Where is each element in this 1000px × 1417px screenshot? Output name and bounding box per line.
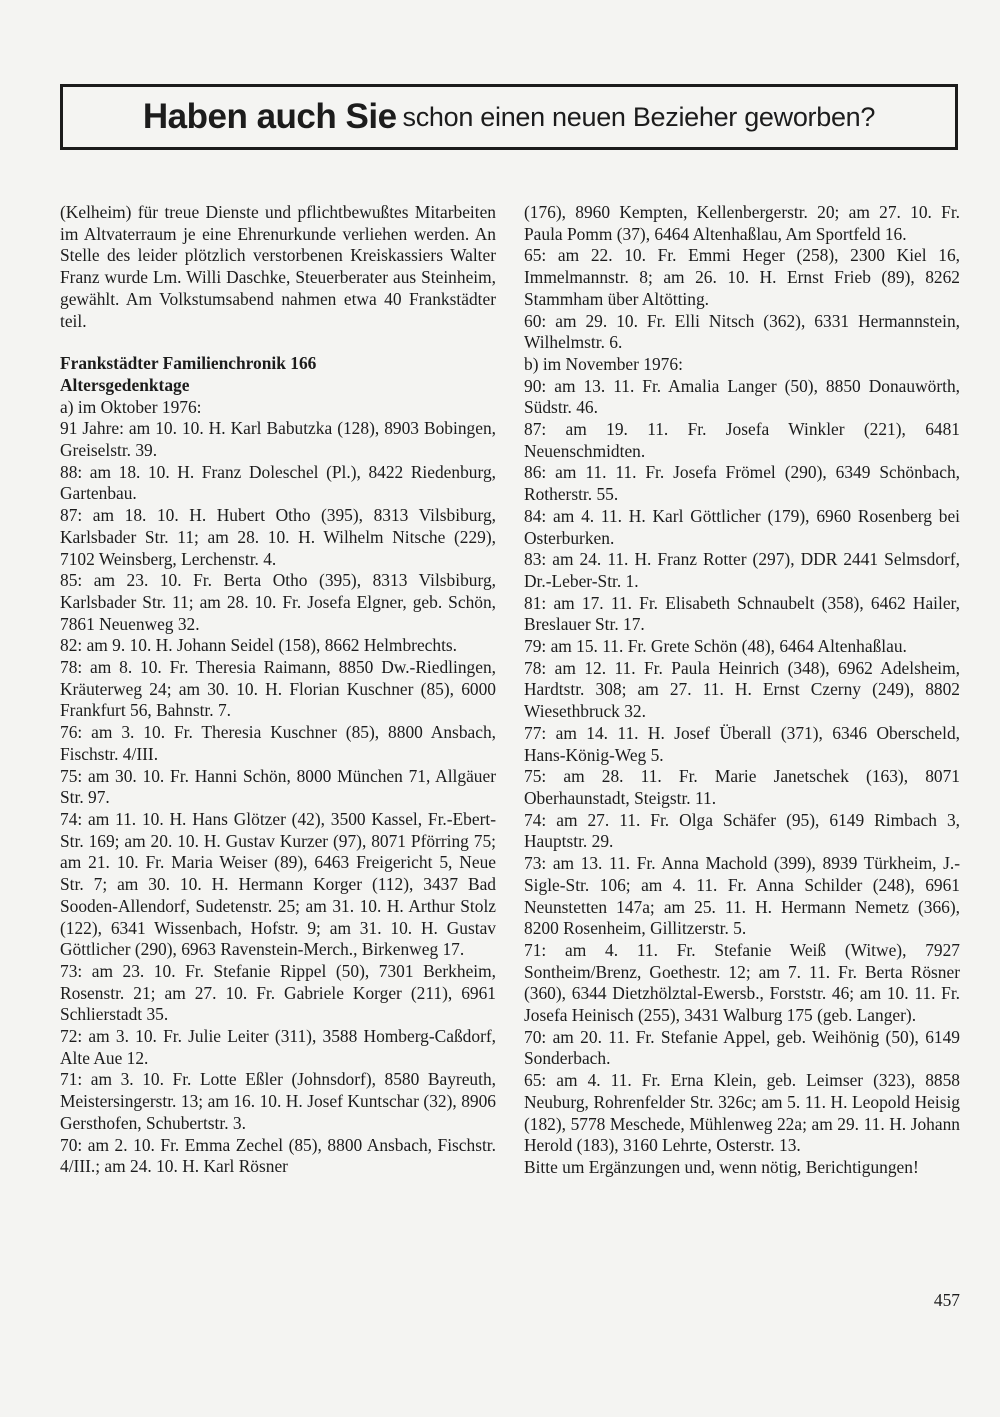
entry: 70: am 2. 10. Fr. Emma Zechel (85), 8800 Ansbach, Fischstr. 4/III.; am 24. 10. H. Karl Rösner — [60, 1134, 496, 1177]
page-number: 457 — [933, 1290, 960, 1310]
entry: 77: am 14. 11. H. Josef Überall (371), 6346 Oberscheld, Hans-König-Weg 5. — [524, 722, 960, 765]
entry: (176), 8960 Kempten, Kellenbergerstr. 20; am 27. 10. Fr. Paula Pomm (37), 6464 Altenhaßlau, Am Sportfeld 16. — [524, 202, 960, 244]
entry: 87: am 19. 11. Fr. Josefa Winkler (221), 6481 Neuenschmidten. — [524, 419, 960, 461]
entry: 86: am 11. 11. Fr. Josefa Frömel (290), 6349 Schönbach, Rotherstr. 55. — [524, 462, 960, 505]
intro-paragraph: (Kelheim) für treue Dienste und pflichtbewußtes Mitarbeiten im Altvaterraum je eine Ehrenurkunde verliehen werden. An Stelle des leider plötzlich verstorbenen Kreiskassiers Walter Franz wurde Lm. Willi Daschke, Steuerberater aus Steinheim, gewählt. Am Volkstumsabend nahmen etwa 40 Frankstädter teil. — [60, 202, 496, 331]
entry: 84: am 4. 11. H. Karl Göttlicher (179), 6960 Rosenberg bei Osterburken. — [524, 505, 960, 548]
chronicle-subheading: Altersgedenktage — [60, 374, 190, 395]
entry: 65: am 22. 10. Fr. Emmi Heger (258), 2300 Kiel 16, Immelmannstr. 8; am 26. 10. H. Ernst Frieb (89), 8262 Stammham über Altötting. — [524, 245, 960, 309]
entry: 90: am 13. 11. Fr. Amalia Langer (50), 8850 Donauwörth, Südstr. 46. — [524, 375, 960, 418]
entry: 75: am 30. 10. Fr. Hanni Schön, 8000 München 71, Allgäuer Str. 97. — [60, 765, 496, 808]
entry: 81: am 17. 11. Fr. Elisabeth Schnaubelt (358), 6462 Hailer, Breslauer Str. 17. — [524, 592, 960, 635]
entry: 71: am 4. 11. Fr. Stefanie Weiß (Witwe), 7927 Sontheim/Brenz, Goethestr. 12; am 7. 11. Fr. Berta Rösner (360), 6344 Dietzhölztal-Ewersb., Forststr. 46; am 10. 11. Fr. Josefa Heinisch (255), 3431 Walburg 175 (geb. Langer). — [524, 939, 960, 1026]
entry: 72: am 3. 10. Fr. Julie Leiter (311), 3588 Homberg-Caßdorf, Alte Aue 12. — [60, 1026, 496, 1068]
entry: 87: am 18. 10. H. Hubert Otho (395), 8313 Vilsbiburg, Karlsbader Str. 11; am 28. 10. H. Wilhelm Nitsche (229), 7102 Weinsberg, Lerchenstr. 4. — [60, 505, 496, 569]
entry: 91 Jahre: am 10. 10. H. Karl Babutzka (128), 8903 Bobingen, Greiselstr. 39. — [60, 418, 496, 461]
entry: 83: am 24. 11. H. Franz Rotter (297), DDR 2441 Selmsdorf, Dr.-Leber-Str. 1. — [524, 549, 960, 591]
entry: 75: am 28. 11. Fr. Marie Janetschek (163), 8071 Oberhaunstadt, Steigstr. 11. — [524, 766, 960, 808]
banner-light-text: schon einen neuen Bezieher geworben? — [402, 101, 876, 132]
entry: 76: am 3. 10. Fr. Theresia Kuschner (85), 8800 Ansbach, Fischstr. 4/III. — [60, 722, 496, 764]
entry: 79: am 15. 11. Fr. Grete Schön (48), 6464 Altenhaßlau. — [524, 636, 907, 657]
entry: 71: am 3. 10. Fr. Lotte Eßler (Johnsdorf), 8580 Bayreuth, Meistersingerstr. 13; am 16. 10. H. Josef Kuntschar (32), 8906 Gersthofen, Schubertstr. 3. — [60, 1069, 496, 1133]
left-column — [60, 202, 496, 1178]
entry: 70: am 20. 11. Fr. Stefanie Appel, geb. Weihönig (50), 6149 Sonderbach. — [524, 1026, 960, 1069]
entry: 78: am 12. 11. Fr. Paula Heinrich (348), 6962 Adelsheim, Hardtstr. 308; am 27. 11. H. Ernst Czerny (249), 8802 Wiesethbruck 32. — [524, 657, 960, 722]
entry: 85: am 23. 10. Fr. Berta Otho (395), 8313 Vilsbiburg, Karlsbader Str. 11; am 28. 10. Fr. Josefa Elgner, geb. Schön, 7861 Neuenweg 32. — [60, 570, 496, 634]
right-column — [524, 202, 960, 1179]
entry: 74: am 27. 11. Fr. Olga Schäfer (95), 6149 Rimbach 3, Hauptstr. 29. — [524, 809, 960, 852]
banner-bold-text: Haben auch Sie — [142, 97, 397, 136]
entry: 73: am 13. 11. Fr. Anna Machold (399), 8939 Türkheim, J.-Sigle-Str. 106; am 4. 11. Fr. Anna Schilder (248), 6961 Neunstetten 147a; am 25. 11. H. Hermann Nemetz (366), 8200 Rosenheim, Gillitzerstr. 5. — [524, 853, 960, 939]
entry: 60: am 29. 10. Fr. Elli Nitsch (362), 6331 Hermannstein, Wilhelmstr. 6. — [524, 310, 960, 353]
entry: 88: am 18. 10. H. Franz Doleschel (Pl.), 8422 Riedenburg, Gartenbau. — [60, 461, 496, 504]
entry: 74: am 11. 10. H. Hans Glötzer (42), 3500 Kassel, Fr.-Ebert-Str. 169; am 20. 10. H. Gustav Kurzer (97), 8071 Pförring 75; am 21. 10. Fr. Maria Weiser (89), 6463 Freigericht 5, Neue Str. 7; am 30. 10. H. Hermann Korger (112), 3437 Bad Sooden-Allendorf, Sudetenstr. 25; am 31. 10. H. Arthur Stolz (122), 6341 Wissenbach, Hofstr. 9; am 31. 10. H. Gustav Göttlicher (290), 6963 Ravenstein-Merch., Birkenweg 17. — [60, 808, 496, 960]
closing-note: Bitte um Ergänzungen und, wenn nötig, Berichtigungen! — [524, 1156, 919, 1177]
chronicle-heading: Frankstädter Familienchronik 166 — [60, 353, 317, 374]
entry: 78: am 8. 10. Fr. Theresia Raimann, 8850 Dw.-Riedlingen, Kräuterweg 24; am 30. 10. H. Florian Kuschner (85), 6000 Frankfurt 56, Bahnstr. 7. — [60, 657, 496, 721]
month-heading-october: a) im Oktober 1976: — [60, 396, 202, 417]
entry: 65: am 4. 11. Fr. Erna Klein, geb. Leimser (323), 8858 Neuburg, Rohrenfelder Str. 326c; am 5. 11. H. Leopold Heisig (182), 5778 Meschede, Mühlenweg 22a; am 29. 11. H. Johann Herold (183), 3160 Lehrte, Osterstr. 13. — [524, 1070, 960, 1156]
entry: 82: am 9. 10. H. Johann Seidel (158), 8662 Helmbrechts. — [60, 635, 458, 656]
entry: 73: am 23. 10. Fr. Stefanie Rippel (50), 7301 Berkheim, Rosenstr. 21; am 27. 10. Fr. Gabriele Korger (211), 6961 Schlierstadt 35. — [60, 960, 496, 1025]
month-heading-november: b) im November 1976: — [524, 353, 683, 374]
promo-banner — [60, 84, 958, 150]
